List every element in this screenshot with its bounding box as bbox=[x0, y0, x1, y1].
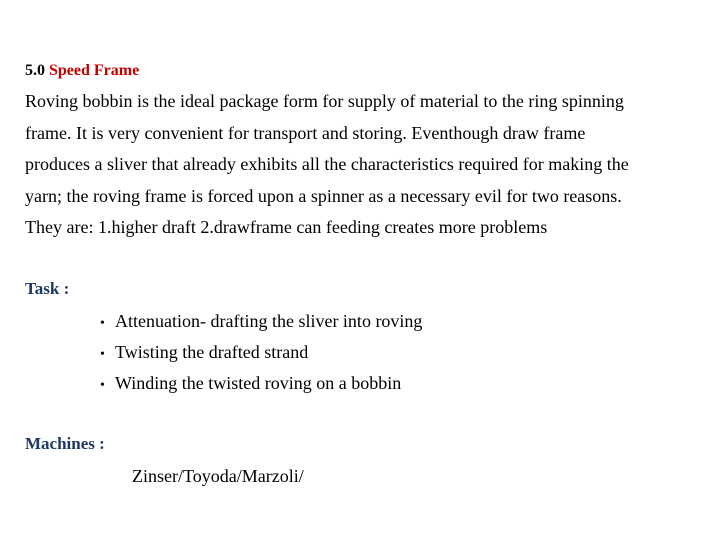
list-item bbox=[100, 368, 422, 399]
bullet-icon: • bbox=[100, 378, 105, 393]
task-item-text: Winding the twisted roving on a bobbin bbox=[115, 373, 402, 393]
section-heading bbox=[25, 62, 139, 80]
paragraph-line: Roving bobbin is the ideal package form for supply of material to the ring spinning bbox=[25, 91, 624, 111]
task-label: Task : bbox=[25, 279, 70, 298]
paragraph-line: yarn; the roving frame is forced upon a spinner as a necessary evil for two reasons. bbox=[25, 185, 622, 206]
paragraph-line: produces a sliver that already exhibits all the characteristics required for making the bbox=[25, 154, 629, 174]
list-item bbox=[100, 306, 422, 337]
list-item bbox=[100, 337, 422, 368]
machines-label: Machines : bbox=[25, 434, 105, 453]
task-list bbox=[100, 306, 422, 399]
section-title: Speed Frame bbox=[49, 62, 140, 79]
section-number: 5.0 bbox=[25, 62, 45, 79]
bullet-icon: • bbox=[100, 316, 105, 331]
intro-paragraph bbox=[25, 86, 705, 244]
task-item-text: Twisting the drafted strand bbox=[115, 342, 309, 362]
paragraph-line: They are: 1.higher draft 2.drawframe can feeding creates more problems bbox=[25, 217, 548, 237]
bullet-icon: • bbox=[100, 347, 105, 362]
task-item-text: Attenuation- drafting the sliver into roving bbox=[115, 311, 423, 331]
machines-value: Zinser/Toyoda/Marzoli/ bbox=[132, 466, 304, 486]
paragraph-line: frame. It is very convenient for transport and storing. Eventhough draw frame bbox=[25, 122, 586, 143]
